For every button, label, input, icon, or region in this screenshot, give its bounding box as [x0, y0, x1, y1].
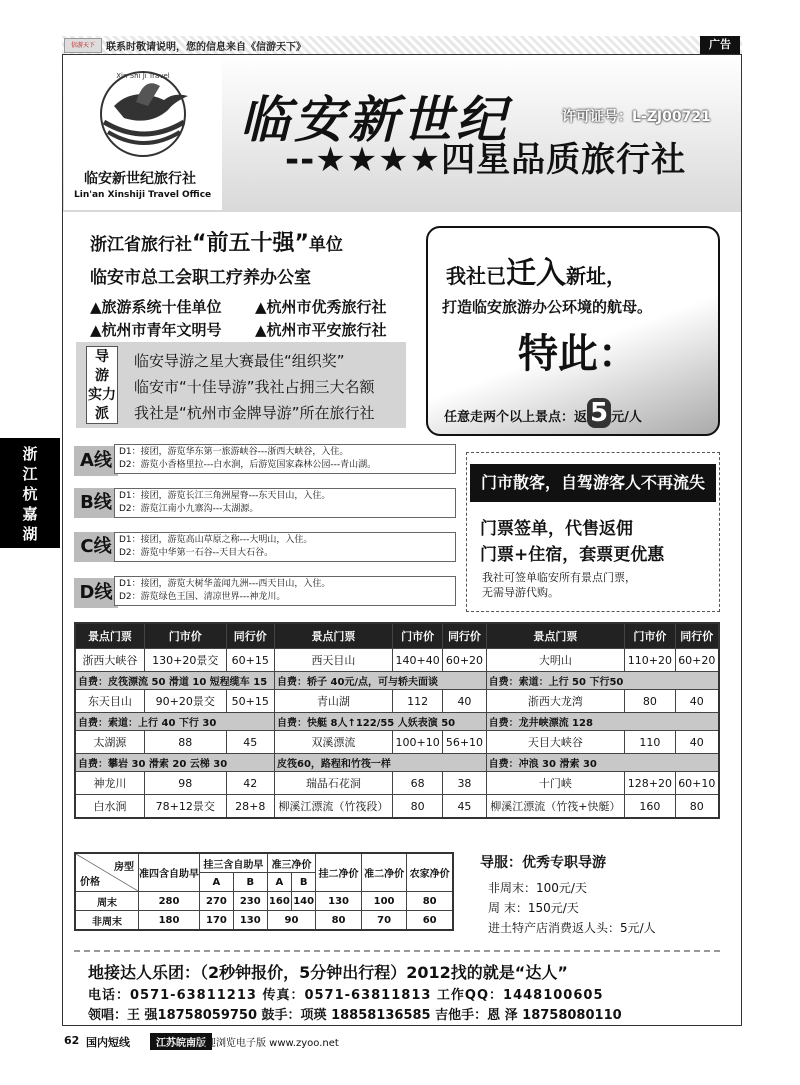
logo-ring-text: Xin Shi Ji Travel	[116, 72, 170, 80]
footer-contact: 电话：0571-63811213 传真：0571-63811813 工作QQ：1448100605	[88, 988, 604, 1003]
region-side-tab: 浙 江 杭 嘉 湖	[0, 438, 60, 548]
table-extra-row: 自费：皮筏漂流 50 滑道 10 短程缆车 15 自费：轿子 40元/点，可与轿夫面谈 自费：索道：上行 50 下行50	[75, 672, 719, 690]
retail-line-1: 门票签单，代售返佣	[480, 519, 633, 539]
honor-item: ▲旅游系统十佳单位	[90, 298, 222, 316]
guide-power-line: 我社是“杭州市金牌导游”所在旅行社	[134, 404, 375, 422]
ad-tag: 广告	[700, 36, 740, 54]
table-row: 浙西大峡谷 130+20景交 60+15 西天目山 140+40 60+20 大明山 110+20 60+20	[75, 649, 719, 672]
edition-badge: 江苏皖南版	[150, 1033, 212, 1050]
route-label-a: A线	[74, 446, 118, 476]
honor-item: ▲杭州市平安旅行社	[255, 321, 387, 339]
table-row: 非周末 180 170 130 90 80 70 60	[75, 911, 453, 931]
table-subheader-row: A B A B	[75, 873, 453, 892]
table-extra-row: 自费：攀岩 30 滑索 20 云梯 30 皮筏60，路程和竹筏一样 自费：冲浪 30 滑索 30	[75, 754, 719, 772]
relocation-special: 特此：	[518, 331, 638, 377]
footer-team: 领唱：王 强18758059750 鼓手：项瑛 18858136585 吉他手：恩 泽 18758080110	[88, 1008, 622, 1023]
agency-subtitle: --★★★★四星品质旅行社	[285, 140, 687, 180]
guide-power-lines	[134, 348, 375, 426]
guide-service-prices: 非周末：100元/天 周 末：150元/天 进土特产店消费返人头：5元/人	[488, 881, 656, 935]
table-header-row: 景点门票 门市价 同行价 景点门票 门市价 同行价 景点门票 门市价 同行价	[75, 623, 719, 649]
honor-item: ▲杭州市优秀旅行社	[255, 298, 387, 316]
magazine-logo: 信游天下	[64, 38, 102, 53]
route-label-c: C线	[74, 532, 118, 562]
hotel-price-table	[74, 852, 454, 931]
footer-url: 欢迎浏览电子版 www.zyoo.net	[196, 1038, 339, 1049]
header-notice: 联系时敬请说明，您的信息来自《信游天下》	[106, 42, 306, 53]
table-row: 神龙川 98 42 瑞晶石花洞 68 38 十门峡 128+20 60+10	[75, 772, 719, 795]
route-d: D1：接团，游览大树华盖闻九洲---西天目山，入住。 D2：游览绿色王国、清凉世界---神龙川。	[114, 576, 456, 606]
table-row: 东天目山 90+20景交 50+15 青山湖 112 40 浙西大龙湾 80 40	[75, 690, 719, 713]
route-label-b: B线	[74, 488, 118, 518]
route-b: D1：接团，游览长江三角洲屋脊---东天目山，入住。 D2：游览江南小九寨沟---太湖源。	[114, 488, 456, 518]
relocation-offer: 任意走两个以上景点：返 5 元/人	[444, 398, 642, 428]
page-section: 国内短线	[86, 1036, 130, 1049]
table-row: 白水涧 78+12景交 28+8 柳溪江漂流（竹筏段） 80 45 柳溪江漂流（竹筏+快艇） 160 80	[75, 795, 719, 819]
guide-power-line: 临安导游之星大赛最佳“组织奖”	[134, 352, 345, 370]
guide-service-title: 导服：优秀专职导游	[480, 855, 606, 871]
retail-headline: 门市散客，自驾游客人不再流失	[470, 464, 716, 502]
page-number: 62	[64, 1034, 80, 1047]
footer-slogan: 地接达人乐团：（2秒钟报价，5分钟出行程）2012找的就是“达人”	[88, 963, 568, 982]
route-c: D1：接团，游览高山草原之称---大明山，入住。 D2：游览中华第一石谷--天目大石谷。	[114, 532, 456, 562]
route-label-d: D线	[74, 578, 118, 608]
honor-item: ▲杭州市青年文明号	[90, 321, 222, 339]
table-header-row: 房型 价格 准四含自助早 挂三含自助早 准三净价 挂二净价 准二净价 农家净价	[75, 853, 453, 873]
agency-title: 临安新世纪	[240, 90, 510, 149]
relocation-headline: 我社已迁入新址，	[446, 256, 626, 291]
guide-power-line: 临安市“十佳导游”我社占拥三大名额	[134, 378, 375, 396]
license-number: 许可证号：L-ZJ00721	[562, 109, 711, 125]
logo-name-en: Lin'an Xinshiji Travel Office	[74, 190, 212, 200]
honors-block	[90, 226, 420, 340]
table-extra-row: 自费：索道：上行 40 下行 30 自费：快艇 8人↑122/55 人妖表演 50 自费：龙井峡漂流 128	[75, 713, 719, 731]
honor-line-1: 浙江省旅行社“前五十强”单位	[90, 231, 343, 256]
ticket-price-table	[74, 622, 720, 819]
table-row: 周末 280 270 230 160 140 130 100 80	[75, 892, 453, 911]
honor-list	[90, 296, 420, 340]
table-corner: 房型 价格	[75, 853, 139, 892]
honor-line-2: 临安市总工会职工疗养办公室	[90, 268, 311, 288]
relocation-slogan: 打造临安旅游办公环境的航母。	[442, 298, 653, 316]
guide-power-tag: 导 游 实 力 派	[86, 346, 118, 424]
route-a: D1：接团，游览华东第一旅游峡谷---浙西大峡谷，入住。 D2：游览小香格里拉---白水涧，后游览国家森林公园---青山湖。	[114, 444, 456, 474]
table-row: 太湖源 88 45 双溪漂流 100+10 56+10 天目大峡谷 110 40	[75, 731, 719, 754]
divider	[74, 950, 720, 952]
logo-name-cn: 临安新世纪旅行社	[84, 171, 196, 187]
retail-line-2: 门票+住宿，套票更优惠	[480, 545, 665, 565]
dove-logo-icon	[64, 56, 222, 166]
retail-note: 我社可签单临安所有景点门票， 无需导游代购。	[482, 571, 636, 599]
